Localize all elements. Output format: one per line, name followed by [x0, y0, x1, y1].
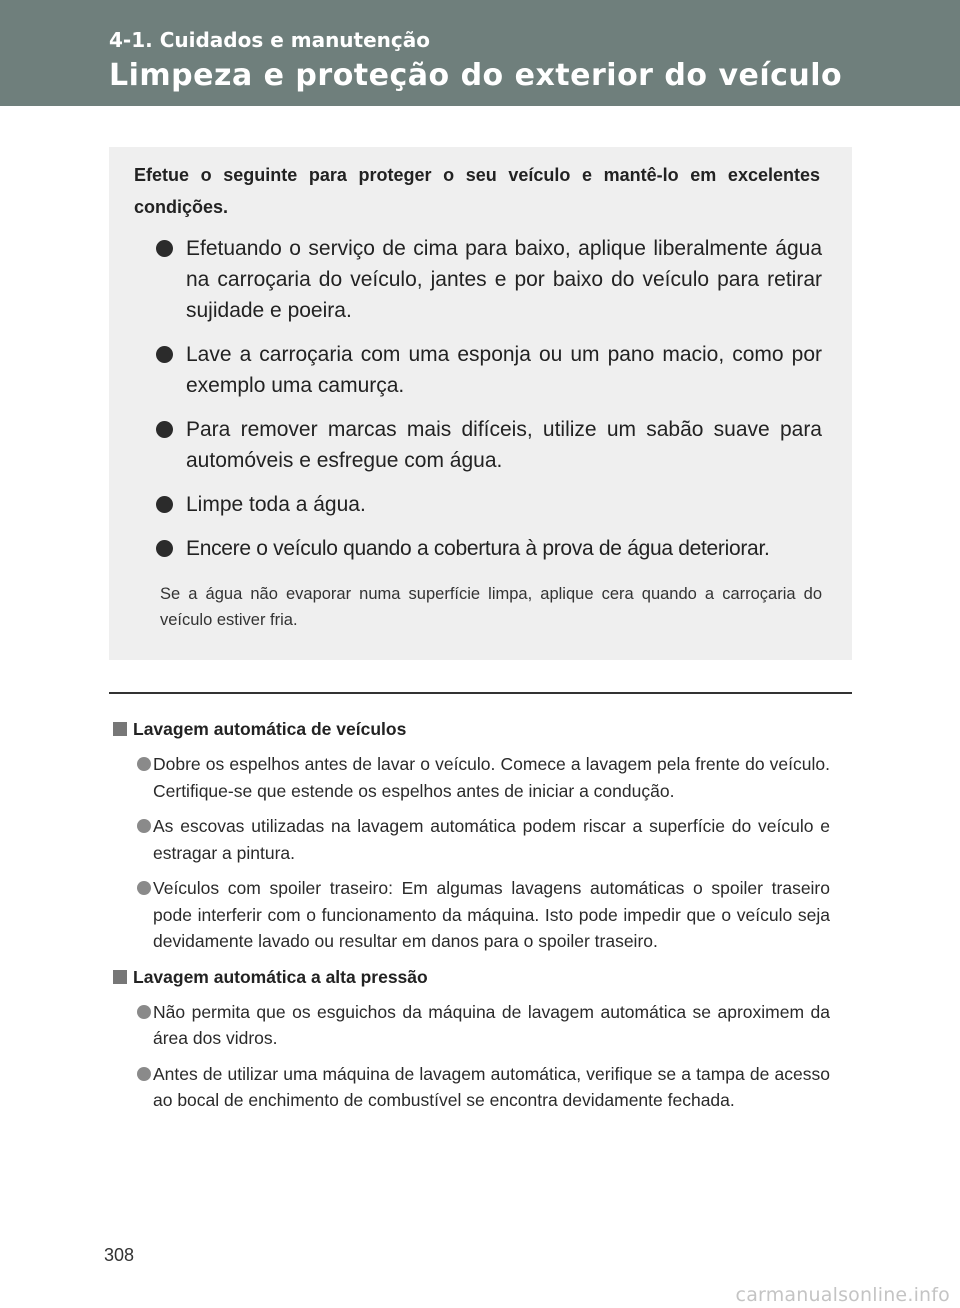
section-heading — [113, 716, 830, 742]
bullet-dot-icon — [137, 881, 151, 895]
square-bullet-icon — [113, 722, 127, 736]
summary-intro: Efetue o seguinte para proteger o seu veículo e mantê-lo em excelentes condições. — [134, 165, 820, 217]
bullet-dot-icon — [156, 346, 173, 363]
summary-box — [109, 147, 852, 660]
bullet-dot-icon — [156, 240, 173, 257]
detail-item — [113, 751, 830, 804]
detail-item-text: Não permita que os esguichos da máquina de lavagem automática se aproximem da área dos vidros. — [153, 1001, 830, 1048]
section-heading-text: Lavagem automática de veículos — [133, 719, 407, 739]
summary-bullet-list — [154, 233, 822, 577]
summary-note: Se a água não evaporar numa superfície limpa, aplique cera quando a carroçaria do veículo estiver fria. — [160, 585, 822, 629]
summary-bullet-text: Encere o veículo quando a cobertura à prova de água deteriorar. — [186, 537, 770, 560]
chapter-header — [0, 0, 960, 106]
summary-bullet — [154, 414, 822, 476]
section-divider — [109, 692, 852, 694]
bullet-dot-icon — [156, 421, 173, 438]
bullet-dot-icon — [156, 496, 173, 513]
detail-item-text: Veículos com spoiler traseiro: Em algumas lavagens automáticas o spoiler traseiro pode interferir com o funcionamento da máquina. Isto pode impedir que o veículo seja devidamente lavado ou resultar em danos para o spoiler traseiro. — [153, 878, 830, 951]
square-bullet-icon — [113, 970, 127, 984]
summary-bullet — [154, 339, 822, 401]
bullet-dot-icon — [156, 540, 173, 557]
summary-bullet — [154, 533, 822, 564]
summary-bullet — [154, 489, 822, 520]
detail-item — [113, 875, 830, 955]
watermark-text: carmanualsonline.info — [735, 1284, 950, 1306]
detail-item-text: Antes de utilizar uma máquina de lavagem automática, verifique se a tampa de acesso ao bocal de enchimento de combustível se encontra devidamente fechada. — [153, 1063, 830, 1110]
bullet-dot-icon — [137, 819, 151, 833]
detail-item-text: Dobre os espelhos antes de lavar o veículo. Comece a lavagem pela frente do veículo. Certifique-se que estende os espelhos antes de iniciar a condução. — [153, 754, 830, 801]
summary-bullet-text: Limpe toda a água. — [186, 493, 366, 516]
section-heading-text: Lavagem automática a alta pressão — [133, 966, 428, 987]
detail-item — [113, 1061, 830, 1114]
summary-bullet — [154, 233, 822, 326]
bullet-dot-icon — [137, 1005, 151, 1019]
summary-bullet-text: Lave a carroçaria com uma esponja ou um pano macio, como por exemplo uma camurça. — [186, 343, 822, 397]
summary-bullet-text: Efetuando o serviço de cima para baixo, aplique liberalmente água na carroçaria do veículo, jantes e por baixo do veículo para retirar sujidade e poeira. — [186, 237, 822, 322]
detail-item — [113, 813, 830, 866]
detail-item-text: As escovas utilizadas na lavagem automática podem riscar a superfície do veículo e estragar a pintura. — [153, 816, 830, 863]
page-number: 308 — [104, 1245, 135, 1265]
section-label: 4-1. Cuidados e manutenção — [109, 28, 430, 52]
bullet-dot-icon — [137, 757, 151, 771]
page-title: Limpeza e proteção do exterior do veículo — [109, 58, 843, 93]
section-heading — [113, 964, 830, 990]
details-section — [113, 716, 830, 1123]
bullet-dot-icon — [137, 1067, 151, 1081]
summary-bullet-text: Para remover marcas mais difíceis, utilize um sabão suave para automóveis e esfregue com água. — [186, 418, 822, 472]
detail-item — [113, 999, 830, 1052]
